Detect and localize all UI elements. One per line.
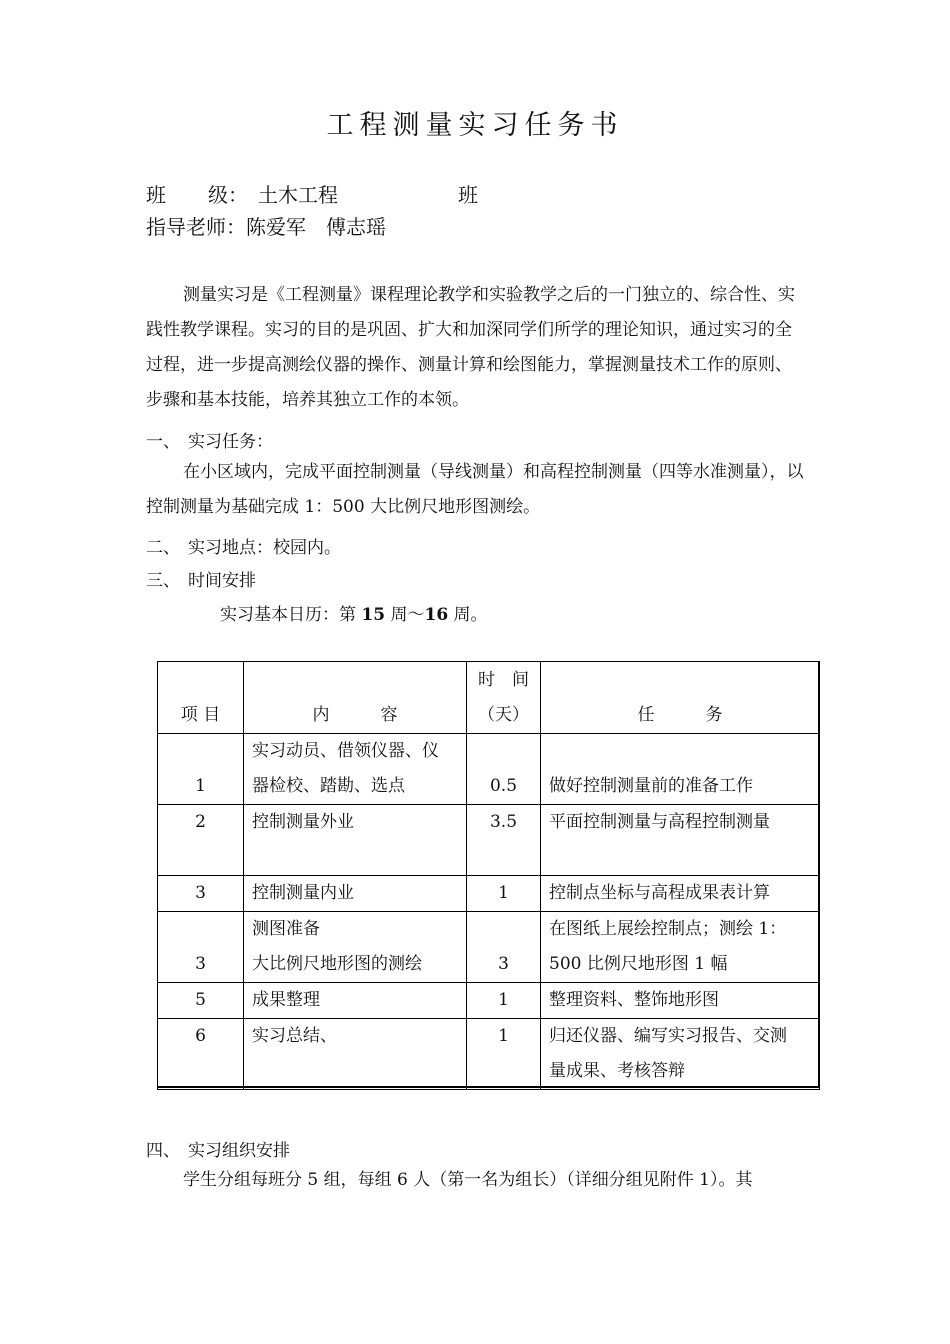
calendar-week-start: 15 — [361, 605, 386, 625]
row-task-line1: 归还仪器、编写实习报告、交测 — [549, 1026, 787, 1046]
section-title: 实习组织安排 — [188, 1141, 290, 1161]
row-item: 3 — [158, 912, 244, 983]
row-content-line1: 测图准备 — [252, 919, 320, 939]
row-time: 1 — [467, 1019, 541, 1090]
table-row — [158, 876, 820, 912]
row-time: 3 — [467, 912, 541, 983]
section-heading-4 — [146, 1136, 290, 1161]
row-content-line1: 实习动员、借领仪器、仪 — [252, 741, 439, 761]
section-num: 二、 — [146, 538, 180, 558]
section-title: 时间安排 — [188, 571, 256, 591]
row-item: 6 — [158, 1019, 244, 1090]
row-time: 1 — [467, 983, 541, 1019]
teacher-2: 傅志瑶 — [326, 215, 386, 239]
row-task — [541, 1019, 820, 1090]
row-item: 2 — [158, 805, 244, 876]
intro-paragraph: 测量实习是《工程测量》课程理论教学和实验教学之后的一门独立的、综合性、实践性教学课程。实习的目的是巩固、扩大和加深同学们所学的理论知识，通过实习的全过程，进一步提高测绘仪器的操作、测量计算和绘图能力，掌握测量技术工作的原则、步骤和基本技能，培养其独立工作的本领。 — [146, 285, 795, 410]
row-content: 成果整理 — [244, 983, 467, 1019]
row-time: 3.5 — [467, 805, 541, 876]
header-time — [467, 662, 541, 734]
row-content: 控制测量外业 — [244, 805, 467, 876]
header-task: 任 务 — [541, 662, 820, 734]
header-item: 项 目 — [158, 662, 244, 734]
row-content — [244, 734, 467, 805]
row-task: 整理资料、整饰地形图 — [541, 983, 820, 1019]
table-row — [158, 1019, 820, 1090]
section-num: 四、 — [146, 1141, 180, 1161]
schedule-table — [157, 661, 820, 1090]
row-content: 控制测量内业 — [244, 876, 467, 912]
section-title: 实习地点：校园内。 — [188, 538, 341, 558]
row-item: 5 — [158, 983, 244, 1019]
teacher-key: 指导老师： — [146, 215, 246, 239]
org-paragraph: 学生分组每班分 5 组，每组 6 人（第一名为组长）（详细分组见附件 1）。其 — [183, 1170, 753, 1190]
calendar-week-end: 16 — [424, 605, 449, 625]
header-time-line2: （天） — [478, 705, 529, 725]
header-content: 内 容 — [244, 662, 467, 734]
row-time: 0.5 — [467, 734, 541, 805]
row-time: 1 — [467, 876, 541, 912]
section-num: 一、 — [146, 432, 180, 452]
section-heading-2 — [146, 533, 341, 558]
row-task — [541, 912, 820, 983]
class-suffix: 班 — [458, 183, 478, 207]
task-paragraph: 在小区域内，完成平面控制测量（导线测量）和高程控制测量（四等水准测量），以控制测量为基础完成 1：500 大比例尺地形图测绘。 — [146, 462, 804, 517]
class-key: 级： — [208, 183, 248, 207]
row-content: 实习总结、 — [244, 1019, 467, 1090]
calendar-line — [220, 600, 488, 625]
table-row — [158, 734, 820, 805]
class-line — [146, 179, 478, 208]
teacher-1: 陈爱军 — [246, 215, 306, 239]
class-key-first: 班 — [146, 183, 166, 207]
calendar-suffix: 周。 — [448, 605, 488, 625]
calendar-mid: 周～ — [385, 605, 425, 625]
row-content-line2: 器检校、踏勘、选点 — [252, 776, 405, 796]
section-title: 实习任务： — [188, 432, 273, 452]
row-item: 3 — [158, 876, 244, 912]
row-task: 平面控制测量与高程控制测量 — [541, 805, 820, 876]
table-row — [158, 912, 820, 983]
row-task-line2: 500 比例尺地形图 1 幅 — [549, 954, 728, 974]
row-item: 1 — [158, 734, 244, 805]
row-task-line2: 量成果、考核答辩 — [549, 1061, 685, 1081]
row-task: 做好控制测量前的准备工作 — [541, 734, 820, 805]
document-title: 工程测量实习任务书 — [326, 110, 624, 141]
calendar-prefix: 实习基本日历：第 — [220, 605, 362, 625]
section-heading-1 — [146, 427, 273, 452]
teacher-line — [146, 211, 386, 240]
row-task-line1: 在图纸上展绘控制点；测绘 1： — [549, 919, 787, 939]
table-row — [158, 805, 820, 876]
section-num: 三、 — [146, 571, 180, 591]
table-header-row — [158, 662, 820, 734]
row-task: 控制点坐标与高程成果表计算 — [541, 876, 820, 912]
section-heading-3 — [146, 566, 256, 591]
row-content-line2: 大比例尺地形图的测绘 — [252, 954, 422, 974]
class-value: 土木工程 — [258, 183, 338, 207]
table-row — [158, 983, 820, 1019]
header-time-line1: 时 间 — [478, 670, 529, 690]
row-content — [244, 912, 467, 983]
